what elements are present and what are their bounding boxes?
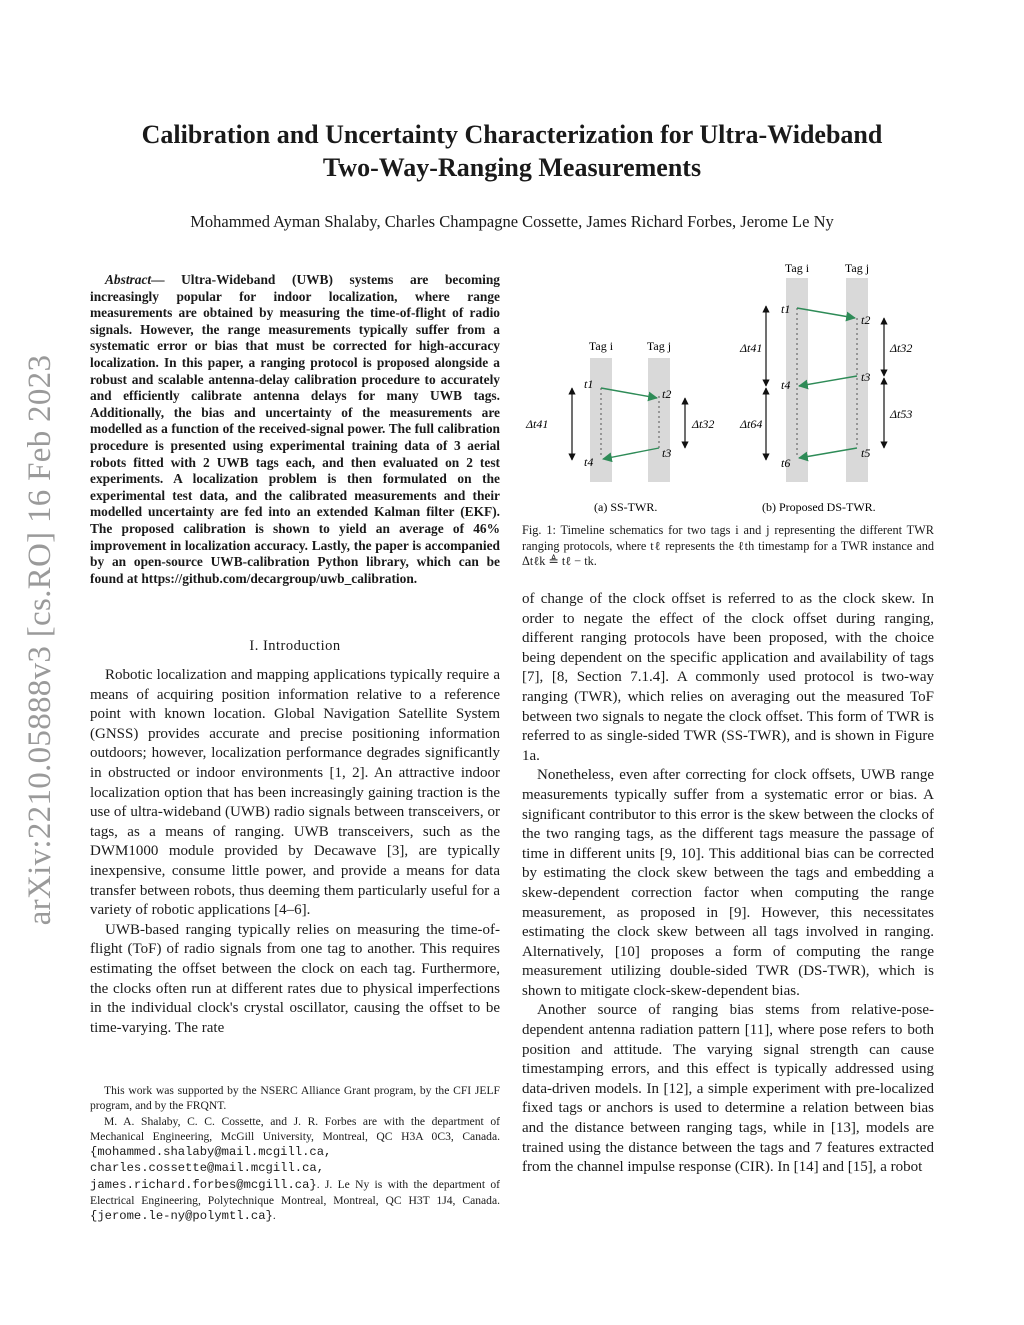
ds-t4: t4 xyxy=(781,378,791,392)
abstract-label: Abstract xyxy=(105,272,152,287)
ss-t2: t2 xyxy=(662,387,672,401)
ss-t4: t4 xyxy=(584,455,594,469)
right-column-body xyxy=(522,590,934,1178)
ss-subcaption: (a) SS-TWR. xyxy=(594,500,658,514)
ds-twr-diagram xyxy=(739,261,912,514)
email-list-a: {mohammed.shalaby@mail.mcgill.ca, charles.cossette@mail.mcgill.ca, james.richard.forbes@mcgill.ca} xyxy=(90,1145,332,1192)
ds-t1: t1 xyxy=(781,302,791,316)
paragraph: Robotic localization and mapping applications typically require a means of acquiring position information relative to a reference point with known location. Global Navigation Satellite System (GNSS) provides accurate and precise positioning information outdoors; however, localization performance degrades significantly in obstructed or indoor environments [1, 2]. An attractive indoor localization option that has been increasingly gaining traction is the use of ultra-wideband (UWB) radio signals between transceivers, or tags, as a means of ranging. UWB transceivers, such as the DWM1000 module provided by Decawave [3], are typically inexpensive, consume little power, and provide a means for data transfer between robots, thus deeming them particularly useful for a variety of robotic applications [4–6]. xyxy=(90,667,500,919)
ss-tag-j-timeline xyxy=(648,358,670,482)
figure-caption: Fig. 1: Timeline schematics for two tags i and j representing the different TWR ranging protocols, where tℓ represents the ℓth timestamp for a TWR instance and Δtℓk ≜ tℓ − tk. xyxy=(522,523,934,568)
ss-twr-diagram xyxy=(525,339,714,514)
ds-delta-t32: Δt32 xyxy=(890,341,913,355)
ds-tag-i-label: Tag i xyxy=(784,261,810,275)
affiliation-note xyxy=(90,1114,500,1225)
abstract-text: — Ultra-Wideband (UWB) systems are becoming increasingly popular for indoor localization, where range measurements are obtained by measuring the time-of-flight of radio signals. However, the range measurements typically suffer from a systematic error or bias that must be corrected for high-accuracy localization. In this paper, a ranging protocol is proposed alongside a robust and scalable antenna-delay calibration procedure to accurately and efficiently calibrate antenna delays for many UWB tags. Additionally, the bias and uncertainty of the measurements are modelled as a function of the received-signal power. The full calibration procedure is presented using experimental training data of 3 aerial robots fitted with 2 UWB tags each, and then evaluated on 2 test experiments. A localization problem is then formulated on the experimental test data, and the calibrated measurements and their modelled uncertainty are fed into an extended Kalman filter (EKF). The proposed calibration is shown to yield an average of 46% improvement in localization accuracy. Lastly, the paper is accompanied by an open-source UWB-calibration Python library, which can be found at https://github.com/decargroup/uwb_calibration. xyxy=(90,272,500,586)
ds-delta-t64: Δt64 xyxy=(740,417,763,431)
ss-t3: t3 xyxy=(662,446,672,460)
footnote-end: . xyxy=(272,1209,276,1223)
paragraph: UWB-based ranging typically relies on measuring the time-of-flight (ToF) of radio signals from one tag to another. This requires estimating the offset between the clock on each tag. Furthermore, the clocks often run at different rates due to physical imperfections in the individual clock's crystal oscillator, causing the offset to be time-varying. The rate xyxy=(90,921,500,1036)
email-list-b: {jerome.le-ny@polymtl.ca} xyxy=(90,1209,273,1224)
ds-t2: t2 xyxy=(861,313,871,327)
section-heading: I. Introduction xyxy=(249,638,341,654)
funding-note: This work was supported by the NSERC Alliance Grant program, by the CFI JELF program, and by the FRQNT. xyxy=(90,1084,500,1113)
ss-delta-t32: Δt32 xyxy=(692,417,715,431)
footnotes xyxy=(90,1083,500,1225)
ds-delta-t53: Δt53 xyxy=(890,407,913,421)
ds-t3: t3 xyxy=(861,370,871,384)
ds-subcaption: (b) Proposed DS-TWR. xyxy=(762,500,876,514)
paragraph: Another source of ranging bias stems from relative-pose-dependent antenna radiation pattern [11], where pose refers to both position and attitude. The varying signal strength can cause timestamping errors, and this effect is typically addressed using data-driven models. In [12], a simple experiment with pre-localized fixed tags or anchors is used to determine a relation between bias and the distance between ranging tags, while in [13], models are trained using the distance between the tags and 7 features extracted from the channel impulse response (CIR). In [14] and [15], a robot xyxy=(522,1002,934,1176)
affiliation-b: . J. Le Ny is with the department of Electrical Engineering, Polytechnique Montreal, Montreal, QC H3T 1J4, Canada. xyxy=(90,1177,500,1208)
author-list: Mohammed Ayman Shalaby, Charles Champagne Cossette, James Richard Forbes, Jerome Le Ny xyxy=(190,212,834,231)
ss-tag-i-label: Tag i xyxy=(588,339,614,353)
paragraph: Nonetheless, even after correcting for clock offsets, UWB range measurements typically suffer from a systematic error or bias. A significant contributor to this error is the skew between the clocks of the two ranging tags, as the different tags measure the passage of time in different units [9, 10]. This additional bias can be corrected by estimating the clock skew between the tags and embedding a skew-dependent correction factor when computing the range measurement, as proposed in [9]. However, this necessitates estimating the clock skew between all tags involved in ranging. Alternatively, [10] proposes a form of computing the range measurement utilizing double-sided TWR (DS-TWR), which is shown to mitigate clock-skew-dependent bias. xyxy=(522,767,934,999)
figure-timeline-schematic xyxy=(522,258,934,520)
title-line-2: Two-Way-Ranging Measurements xyxy=(322,153,702,182)
title-line-1: Calibration and Uncertainty Characterization for Ultra-Wideband xyxy=(141,120,883,149)
ss-tag-j-label: Tag j xyxy=(646,339,672,353)
ds-tag-j-label: Tag j xyxy=(844,261,870,275)
ss-delta-t41: Δt41 xyxy=(526,417,549,431)
affiliation-a: M. A. Shalaby, C. C. Cossette, and J. R. Forbes are with the department of Mechanical Engineering, McGill University, Montreal, QC H3A 0C3, Canada. xyxy=(90,1114,500,1143)
abstract xyxy=(90,272,500,587)
ds-t5: t5 xyxy=(861,446,871,460)
paragraph: of change of the clock offset is referred to as the clock skew. In order to negate the effect of the clock offset during ranging, different ranging protocols have been proposed, with the choice being dependent on the specific application and availability of tags [7], [8, Section 7.1.4]. A commonly used protocol is two-way ranging (TWR), which relies on averaging out the measured ToF between two signals to negate the clock offset. This form of TWR is referred to as single-sided TWR (SS-TWR), and is shown in Figure 1a. xyxy=(522,591,934,764)
left-column-body xyxy=(90,666,500,1038)
paper-title xyxy=(90,118,934,184)
ds-delta-t41: Δt41 xyxy=(740,341,763,355)
arxiv-stamp: arXiv:2210.05888v3 [cs.RO] 16 Feb 2023 xyxy=(22,354,58,926)
ds-t6: t6 xyxy=(781,456,791,470)
ss-t1: t1 xyxy=(584,377,594,391)
